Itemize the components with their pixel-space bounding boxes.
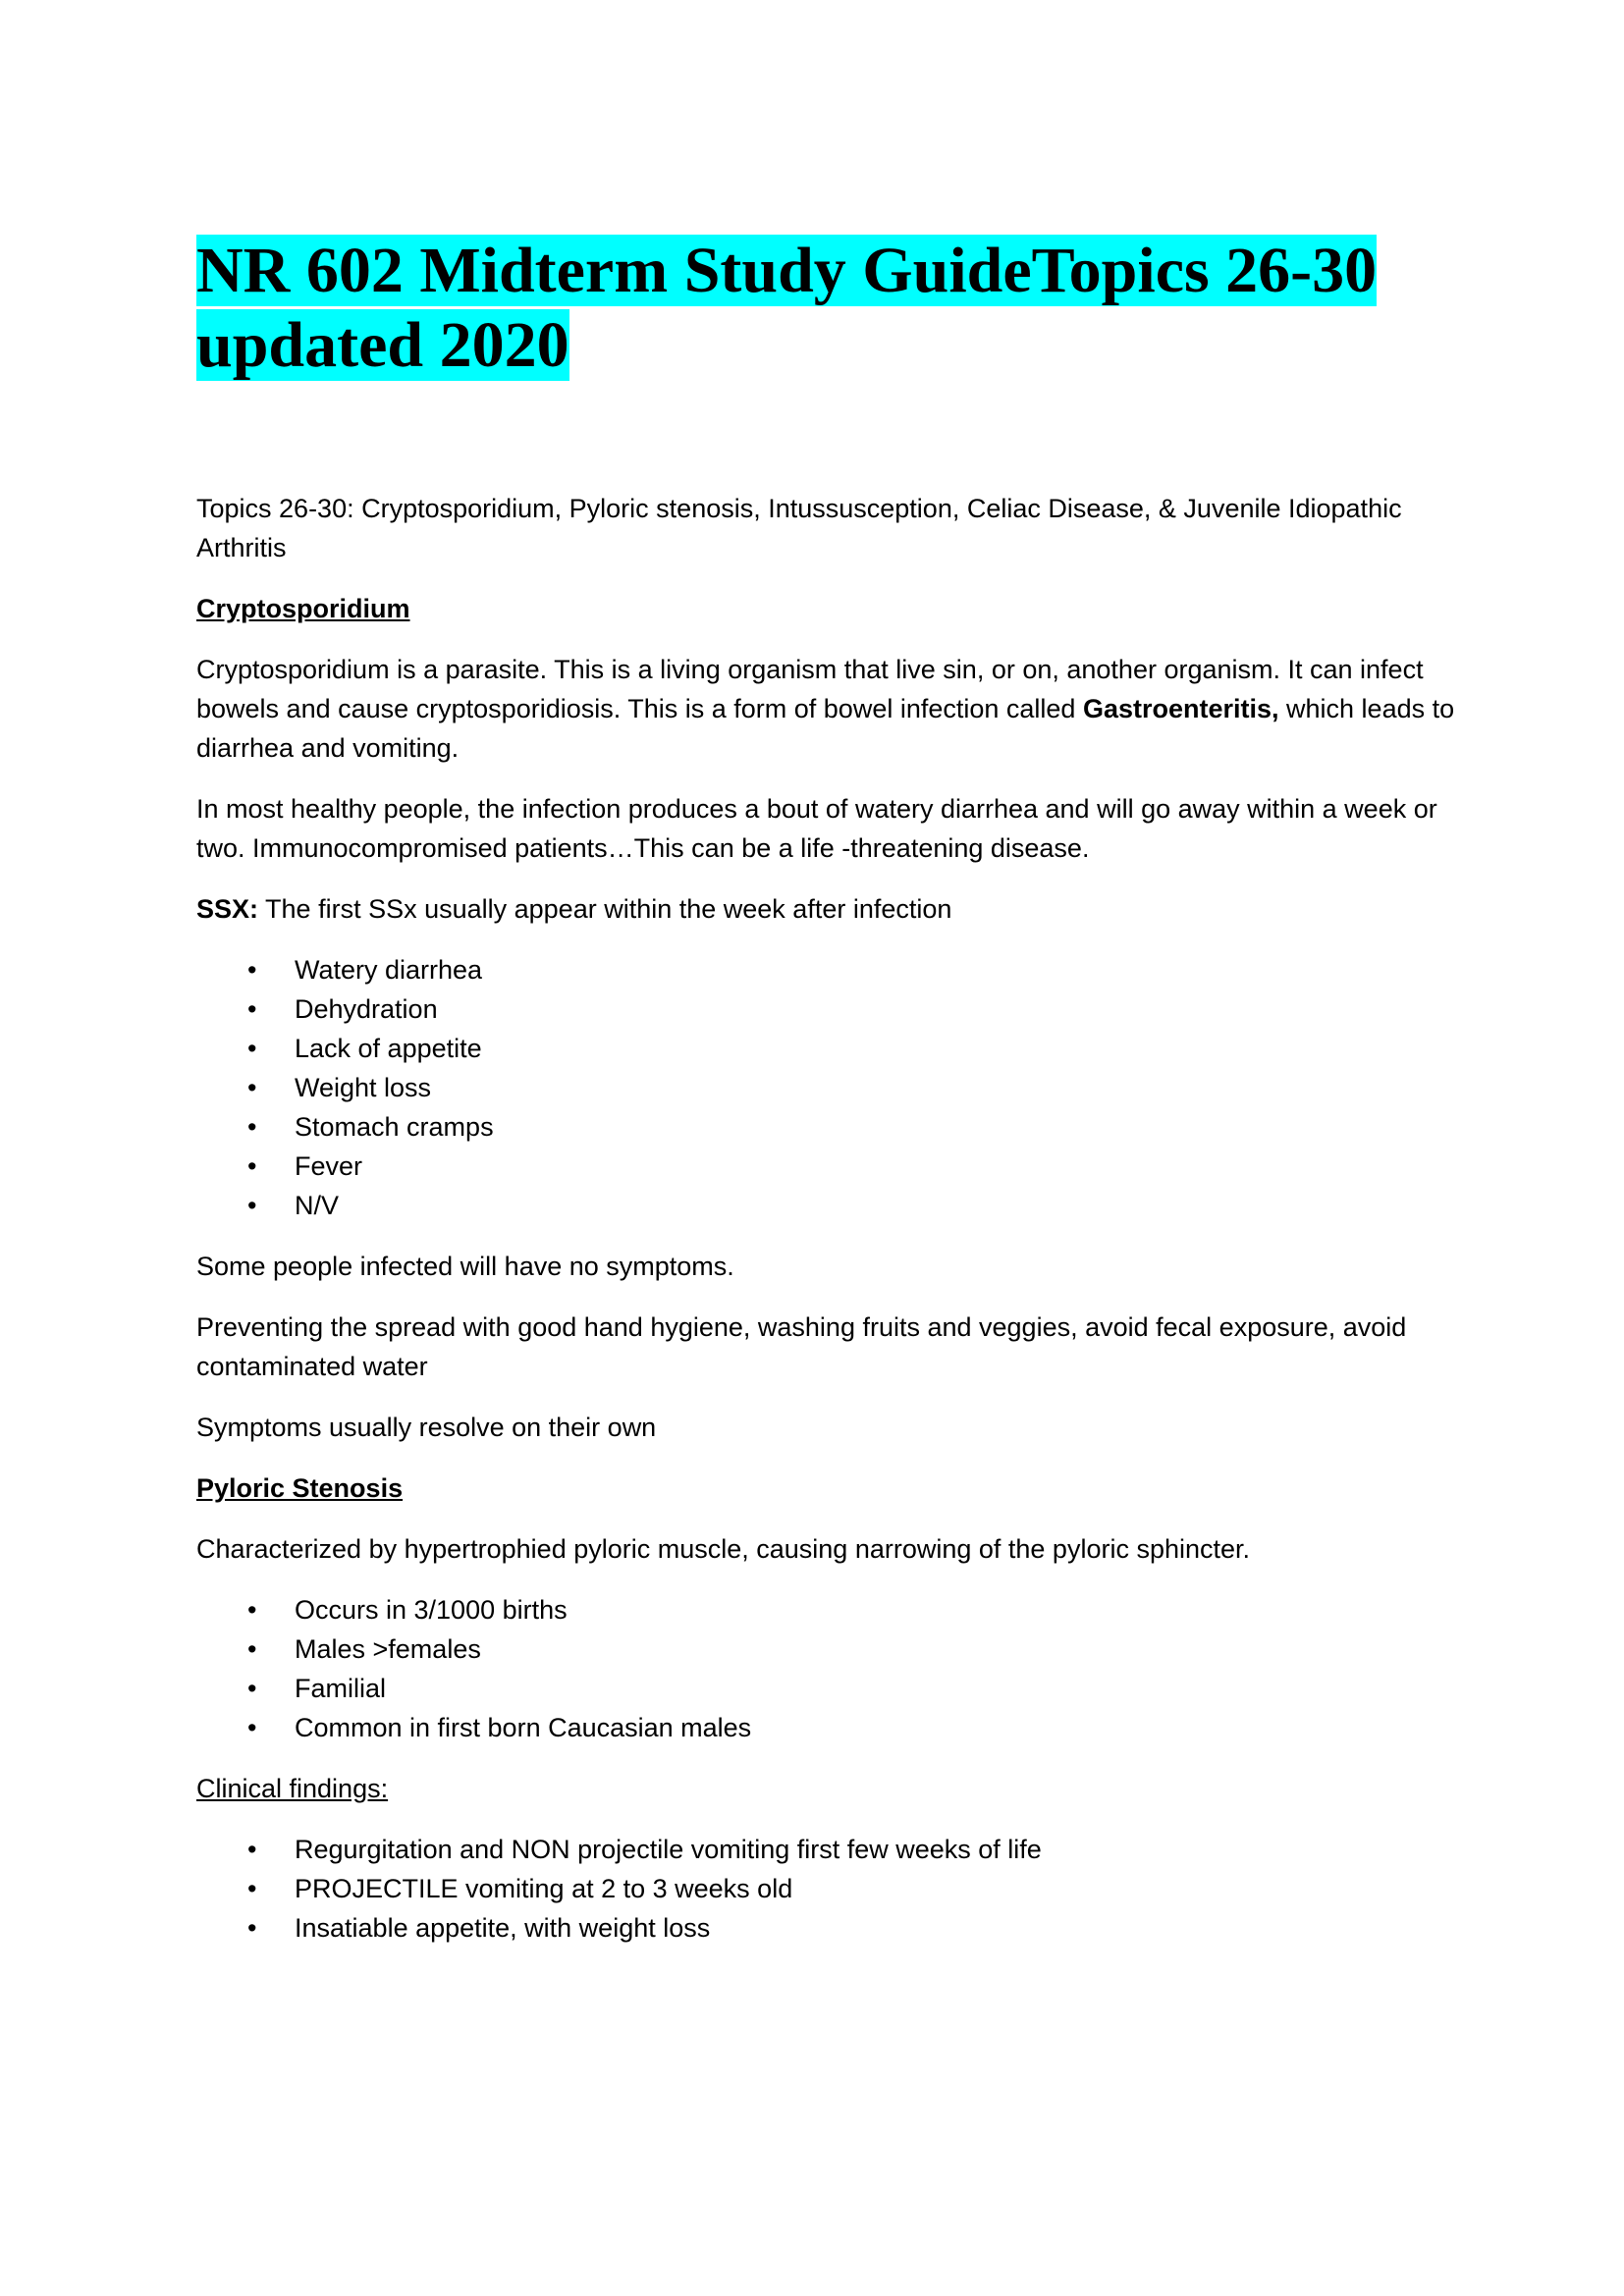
crypto-paragraph-2: In most healthy people, the infection produces a bout of watery diarrhea and will go away within a week or two. Immunocompromised patients…This can be a life -threatening disease. xyxy=(196,794,1437,863)
title-line-1: NR 602 Midterm Study GuideTopics 26-30 xyxy=(196,235,1378,306)
list-item xyxy=(196,1830,1483,1869)
bullet-icon: • xyxy=(247,955,257,985)
bullet-icon: • xyxy=(247,1913,257,1943)
bullet-icon: • xyxy=(247,1713,257,1742)
list-item-text: Regurgitation and NON projectile vomiting first few weeks of life xyxy=(295,1835,1042,1864)
list-item-text: PROJECTILE vomiting at 2 to 3 weeks old xyxy=(295,1874,793,1903)
list-item xyxy=(196,1029,1483,1068)
section-heading-pyloric-stenosis: Pyloric Stenosis xyxy=(196,1473,404,1503)
title-line-2: updated 2020 xyxy=(196,309,569,381)
bullet-icon: • xyxy=(247,1674,257,1703)
crypto-paragraph-1 xyxy=(196,650,1483,768)
bullet-icon: • xyxy=(247,1073,257,1102)
intro-paragraph: Topics 26-30: Cryptosporidium, Pyloric stenosis, Intussusception, Celiac Disease, & Juvenile Idiopathic Arthritis xyxy=(196,494,1402,562)
list-item-text: Familial xyxy=(295,1674,387,1703)
list-item-text: Stomach cramps xyxy=(295,1112,494,1142)
list-item-text: Males >females xyxy=(295,1634,481,1664)
list-item-text: Dehydration xyxy=(295,994,438,1024)
list-item-text: N/V xyxy=(295,1191,340,1220)
list-item xyxy=(196,950,1483,989)
list-item xyxy=(196,989,1483,1029)
pyloric-paragraph-1: Characterized by hypertrophied pyloric muscle, causing narrowing of the pyloric sphincter. xyxy=(196,1534,1251,1564)
crypto-paragraph-5: Symptoms usually resolve on their own xyxy=(196,1413,657,1442)
section-heading-cryptosporidium: Cryptosporidium xyxy=(196,594,410,623)
list-item xyxy=(196,1147,1483,1186)
crypto-p1-text: Cryptosporidium is a parasite. This is a living organism that live sin, or on, another organism. It can infect bowels and cause cryptosporidiosis. This is a form of bowel infection called xyxy=(196,655,1424,723)
list-item-text: Occurs in 3/1000 births xyxy=(295,1595,568,1625)
crypto-p1-tail: which leads to diarrhea and vomiting. xyxy=(196,694,1455,763)
symptom-list xyxy=(196,950,1483,1225)
bullet-icon: • xyxy=(247,1835,257,1864)
clinical-findings-list xyxy=(196,1830,1483,1948)
list-item xyxy=(196,1669,1483,1708)
ssx-label: SSX: xyxy=(196,894,259,924)
bullet-icon: • xyxy=(247,1874,257,1903)
bullet-icon: • xyxy=(247,1595,257,1625)
list-item-text: Lack of appetite xyxy=(295,1034,482,1063)
crypto-paragraph-3: Some people infected will have no symptoms. xyxy=(196,1252,734,1281)
list-item xyxy=(196,1708,1483,1747)
list-item-text: Common in first born Caucasian males xyxy=(295,1713,752,1742)
bullet-icon: • xyxy=(247,1112,257,1142)
list-item xyxy=(196,1107,1483,1147)
list-item xyxy=(196,1908,1483,1948)
bullet-icon: • xyxy=(247,994,257,1024)
list-item xyxy=(196,1629,1483,1669)
list-item-text: Insatiable appetite, with weight loss xyxy=(295,1913,711,1943)
crypto-paragraph-4: Preventing the spread with good hand hygiene, washing fruits and veggies, avoid fecal exposure, avoid contaminated water xyxy=(196,1312,1407,1381)
bullet-icon: • xyxy=(247,1191,257,1220)
ssx-paragraph xyxy=(196,889,1483,929)
list-item-text: Weight loss xyxy=(295,1073,432,1102)
list-item xyxy=(196,1186,1483,1225)
list-item xyxy=(196,1068,1483,1107)
document-page xyxy=(196,234,1483,1969)
bullet-icon: • xyxy=(247,1151,257,1181)
bullet-icon: • xyxy=(247,1034,257,1063)
bullet-icon: • xyxy=(247,1634,257,1664)
document-title xyxy=(196,234,1483,383)
list-item xyxy=(196,1590,1483,1629)
list-item-text: Fever xyxy=(295,1151,363,1181)
ssx-text: The first SSx usually appear within the week after infection xyxy=(258,894,952,924)
list-item xyxy=(196,1869,1483,1908)
pyloric-facts-list xyxy=(196,1590,1483,1747)
list-item-text: Watery diarrhea xyxy=(295,955,483,985)
crypto-p1-bold: Gastroenteritis, xyxy=(1082,694,1279,723)
clinical-findings-heading: Clinical findings: xyxy=(196,1774,389,1803)
